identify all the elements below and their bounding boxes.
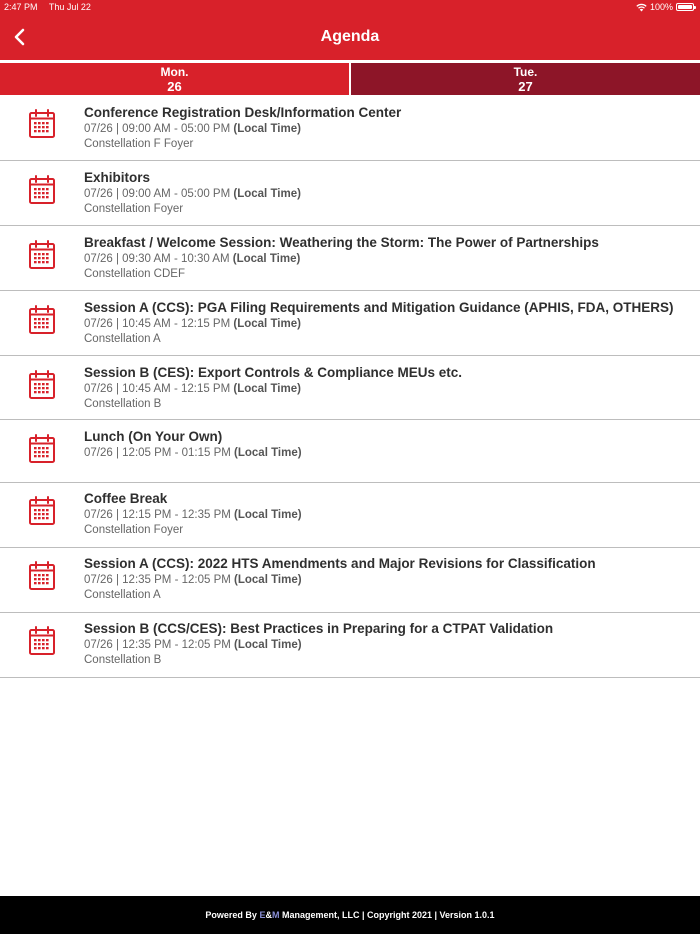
- calendar-icon: [29, 561, 55, 591]
- calendar-icon: [29, 370, 55, 400]
- session-time: 07/26 | 12:35 PM - 12:05 PM (Local Time): [84, 574, 302, 586]
- local-time-label: (Local Time): [234, 574, 302, 586]
- session-title: Conference Registration Desk/Information Center: [84, 105, 402, 120]
- session-location: Constellation A: [84, 589, 161, 601]
- local-time-label: (Local Time): [233, 318, 301, 330]
- footer-copyright: Management, LLC | Copyright 2021 | Version 1.0.1: [279, 910, 495, 920]
- local-time-label: (Local Time): [232, 253, 301, 265]
- session-location: Constellation B: [84, 654, 162, 666]
- footer-brand-m: M: [271, 910, 280, 920]
- status-right: [636, 0, 694, 14]
- tab-monday[interactable]: [0, 63, 351, 95]
- footer-powered-by: Powered By: [205, 910, 257, 920]
- local-time-label: (Local Time): [234, 509, 302, 521]
- status-bar: [0, 0, 700, 14]
- local-time-label: (Local Time): [233, 188, 301, 200]
- status-date: Thu Jul 22: [48, 2, 91, 12]
- session-title: Session B (CCS/CES): Best Practices in Preparing for a CTPAT Validation: [84, 621, 554, 636]
- tab-day-number: 27: [518, 79, 533, 94]
- session-time: 07/26 | 10:45 AM - 12:15 PM (Local Time): [84, 383, 301, 395]
- list-item[interactable]: [0, 226, 700, 291]
- tab-tuesday[interactable]: [351, 63, 700, 95]
- session-time: 07/26 | 09:30 AM - 10:30 AM (Local Time): [84, 253, 301, 265]
- session-title: Coffee Break: [84, 491, 168, 506]
- list-item[interactable]: [0, 483, 700, 548]
- session-time: 07/26 | 12:35 PM - 12:05 PM (Local Time): [84, 639, 302, 651]
- page-title: Agenda: [320, 28, 380, 45]
- session-title: Lunch (On Your Own): [84, 429, 223, 444]
- list-item[interactable]: [0, 161, 700, 226]
- list-item[interactable]: [0, 613, 700, 678]
- battery-percent: 100%: [649, 2, 673, 12]
- calendar-icon: [29, 434, 55, 464]
- list-item[interactable]: [0, 356, 700, 420]
- calendar-icon: [29, 175, 55, 205]
- back-button[interactable]: [6, 24, 32, 50]
- tab-day-label: Tue.: [513, 65, 538, 79]
- list-item[interactable]: [0, 548, 700, 613]
- battery-icon: [676, 3, 694, 11]
- chevron-left-icon: [12, 28, 26, 46]
- session-time: 07/26 | 09:00 AM - 05:00 PM (Local Time): [84, 123, 301, 135]
- calendar-icon: [29, 109, 55, 139]
- calendar-icon: [29, 240, 55, 270]
- session-time: 07/26 | 09:00 AM - 05:00 PM (Local Time): [84, 188, 301, 200]
- local-time-label: (Local Time): [234, 639, 302, 651]
- list-item[interactable]: [0, 291, 700, 356]
- wifi-icon: [636, 3, 647, 12]
- calendar-icon: [29, 305, 55, 335]
- calendar-icon: [29, 496, 55, 526]
- footer: [0, 896, 700, 934]
- session-location: Constellation B: [84, 398, 162, 410]
- session-title: Exhibitors: [84, 170, 151, 185]
- header: [0, 14, 700, 60]
- session-title: Session B (CES): Export Controls & Compliance MEUs etc.: [84, 365, 463, 380]
- session-time: 07/26 | 10:45 AM - 12:15 PM (Local Time): [84, 318, 301, 330]
- session-time: 07/26 | 12:15 PM - 12:35 PM (Local Time): [84, 509, 302, 521]
- local-time-label: (Local Time): [234, 447, 302, 459]
- list-item[interactable]: [0, 420, 700, 483]
- status-left: [4, 0, 100, 14]
- footer-brand-e: E: [259, 910, 266, 920]
- local-time-label: (Local Time): [233, 123, 301, 135]
- day-tabs: [0, 60, 700, 95]
- session-location: Constellation Foyer: [84, 524, 184, 536]
- session-title: Breakfast / Welcome Session: Weathering the Storm: The Power of Partnerships: [84, 235, 599, 250]
- tab-day-label: Mon.: [160, 65, 189, 79]
- session-location: Constellation A: [84, 333, 161, 345]
- session-title: Session A (CCS): 2022 HTS Amendments and Major Revisions for Classification: [84, 556, 596, 571]
- footer-brand-amp: &: [265, 910, 272, 920]
- calendar-icon: [29, 626, 55, 656]
- session-time: 07/26 | 12:05 PM - 01:15 PM (Local Time): [84, 447, 302, 459]
- session-location: Constellation Foyer: [84, 203, 184, 215]
- session-title: Session A (CCS): PGA Filing Requirements and Mitigation Guidance (APHIS, FDA, OTHERS): [84, 300, 674, 315]
- tab-day-number: 26: [167, 79, 182, 94]
- local-time-label: (Local Time): [233, 383, 301, 395]
- session-location: Constellation CDEF: [84, 268, 185, 280]
- list-item[interactable]: [0, 95, 700, 161]
- status-time: 2:47 PM: [4, 2, 38, 12]
- session-location: Constellation F Foyer: [84, 138, 194, 150]
- session-list: [0, 95, 700, 678]
